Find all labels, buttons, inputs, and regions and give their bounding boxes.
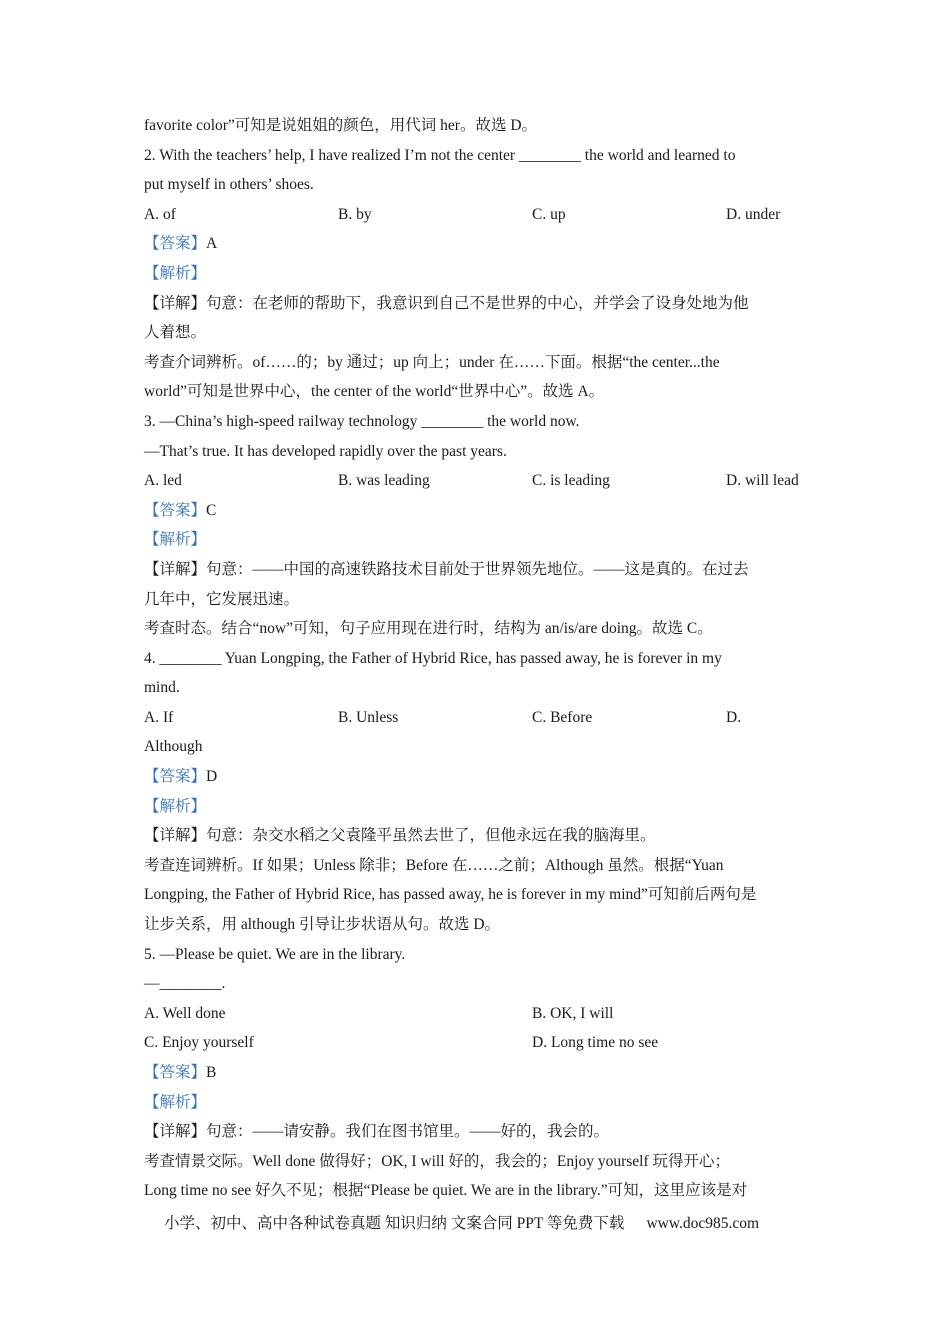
q4-stem-line1: 4. ________ Yuan Longping, the Father of Hybrid Rice, has passed away, he is forever in my [144, 649, 722, 667]
q3-option-d: D. will lead [726, 472, 799, 490]
q2-detail-line2: 人着想。 [144, 324, 207, 342]
answer-label: 【答案】 [144, 1064, 207, 1081]
q4-stem-line2: mind. [144, 679, 180, 697]
q3-detail-line1: 【详解】句意：——中国的高速铁路技术目前处于世界领先地位。——这是真的。在过去 [144, 560, 749, 578]
q2-options [144, 200, 814, 230]
q3-detail-line2: 几年中，它发展迅速。 [144, 590, 300, 608]
q5-stem-line2: —________. [144, 975, 226, 993]
q5-options-row2 [144, 1028, 814, 1058]
detail-label: 【详解】 [144, 1123, 207, 1141]
q4-answer [144, 762, 814, 792]
q4-analysis-label: 【解析】 [144, 797, 207, 815]
q4-option-d: D. [726, 708, 742, 726]
q5-option-b: B. OK, I will [532, 1004, 614, 1022]
q4-detail-line4: 让步关系，用 although 引导让步状语从句。故选 D。 [144, 916, 501, 934]
q2-option-c: C. up [532, 205, 566, 223]
q4-detail-line2: 考查连词辨析。If 如果；Unless 除非；Before 在……之前；Although 虽然。根据“Yuan [144, 856, 724, 874]
q4-option-a: A. If [144, 708, 174, 726]
q5-option-a: A. Well done [144, 1004, 226, 1022]
q2-stem-line2: put myself in others’ shoes. [144, 176, 314, 194]
q2-detail-line3: 考查介词辨析。of……的；by 通过；up 向上；under 在……下面。根据“the center...the [144, 353, 720, 371]
q4-option-c: C. Before [532, 708, 593, 726]
q2-option-b: B. by [338, 205, 372, 223]
q3-analysis-label: 【解析】 [144, 531, 207, 549]
q2-option-d: D. under [726, 205, 781, 223]
document-page [144, 111, 814, 1206]
q3-detail-line3: 考查时态。结合“now”可知，句子应用现在进行时，结构为 an/is/are doing。故选 C。 [144, 620, 713, 638]
q4-option-d-wrap: Although [144, 738, 203, 756]
q4-options [144, 703, 814, 733]
q5-option-d: D. Long time no see [532, 1034, 659, 1052]
detail-label: 【详解】 [144, 294, 207, 312]
q1-explanation-tail: favorite color”可知是说姐姐的颜色，用代词 her。故选 D。 [144, 117, 538, 134]
answer-label: 【答案】 [144, 501, 207, 519]
q2-option-a: A. of [144, 205, 176, 223]
footer-text: 小学、初中、高中各种试卷真题 知识归纳 文案合同 PPT 等免费下载 [164, 1215, 625, 1232]
q5-answer-value: B [206, 1064, 217, 1081]
q5-detail-line2: 考查情景交际。Well done 做得好；OK, I will 好的，我会的；Enjoy yourself 玩得开心； [144, 1152, 730, 1170]
page-footer [164, 1210, 759, 1238]
q5-detail-line1: 【详解】句意：——请安静。我们在图书馆里。——好的，我会的。 [144, 1123, 610, 1141]
q2-analysis-label: 【解析】 [144, 264, 207, 282]
q3-option-c: C. is leading [532, 472, 610, 490]
q5-answer [144, 1058, 814, 1088]
q5-stem-line1: 5. —Please be quiet. We are in the library. [144, 945, 406, 963]
q4-answer-value: D [206, 768, 218, 786]
q2-detail-line1: 【详解】句意：在老师的帮助下，我意识到自己不是世界的中心，并学会了设身处地为他 [144, 294, 749, 312]
q3-stem-line2: —That’s true. It has developed rapidly over the past years. [144, 442, 507, 460]
q3-option-a: A. led [144, 472, 182, 490]
answer-label: 【答案】 [144, 235, 207, 253]
q2-answer-value: A [206, 235, 218, 253]
q3-option-b: B. was leading [338, 472, 430, 490]
q2-answer [144, 229, 814, 259]
q3-answer-value: C [206, 501, 217, 519]
q2-detail-line4: world”可知是世界中心，the center of the world“世界中心”。故选 A。 [144, 383, 605, 401]
q4-detail-line3: Longping, the Father of Hybrid Rice, has passed away, he is forever in my mind”可知前后两句是 [144, 886, 757, 904]
q5-detail-line3: Long time no see 好久不见；根据“Please be quiet. We are in the library.”可知，这里应该是对 [144, 1182, 748, 1200]
q2-stem-line1: 2. With the teachers’ help, I have realized I’m not the center ________ the world and learned to [144, 146, 736, 164]
q3-answer [144, 496, 814, 526]
q4-detail-line1: 【详解】句意：杂交水稻之父袁隆平虽然去世了，但他永远在我的脑海里。 [144, 827, 656, 845]
q5-analysis-label: 【解析】 [144, 1093, 207, 1111]
footer-url[interactable]: www.doc985.com [646, 1215, 760, 1232]
q4-option-b: B. Unless [338, 708, 399, 726]
q3-stem-line1: 3. —China’s high-speed railway technology ________ the world now. [144, 412, 580, 430]
q5-options-row1 [144, 999, 814, 1029]
q5-option-c: C. Enjoy yourself [144, 1034, 254, 1052]
detail-label: 【详解】 [144, 827, 207, 845]
q3-options [144, 466, 814, 496]
answer-label: 【答案】 [144, 768, 207, 786]
detail-label: 【详解】 [144, 560, 207, 578]
